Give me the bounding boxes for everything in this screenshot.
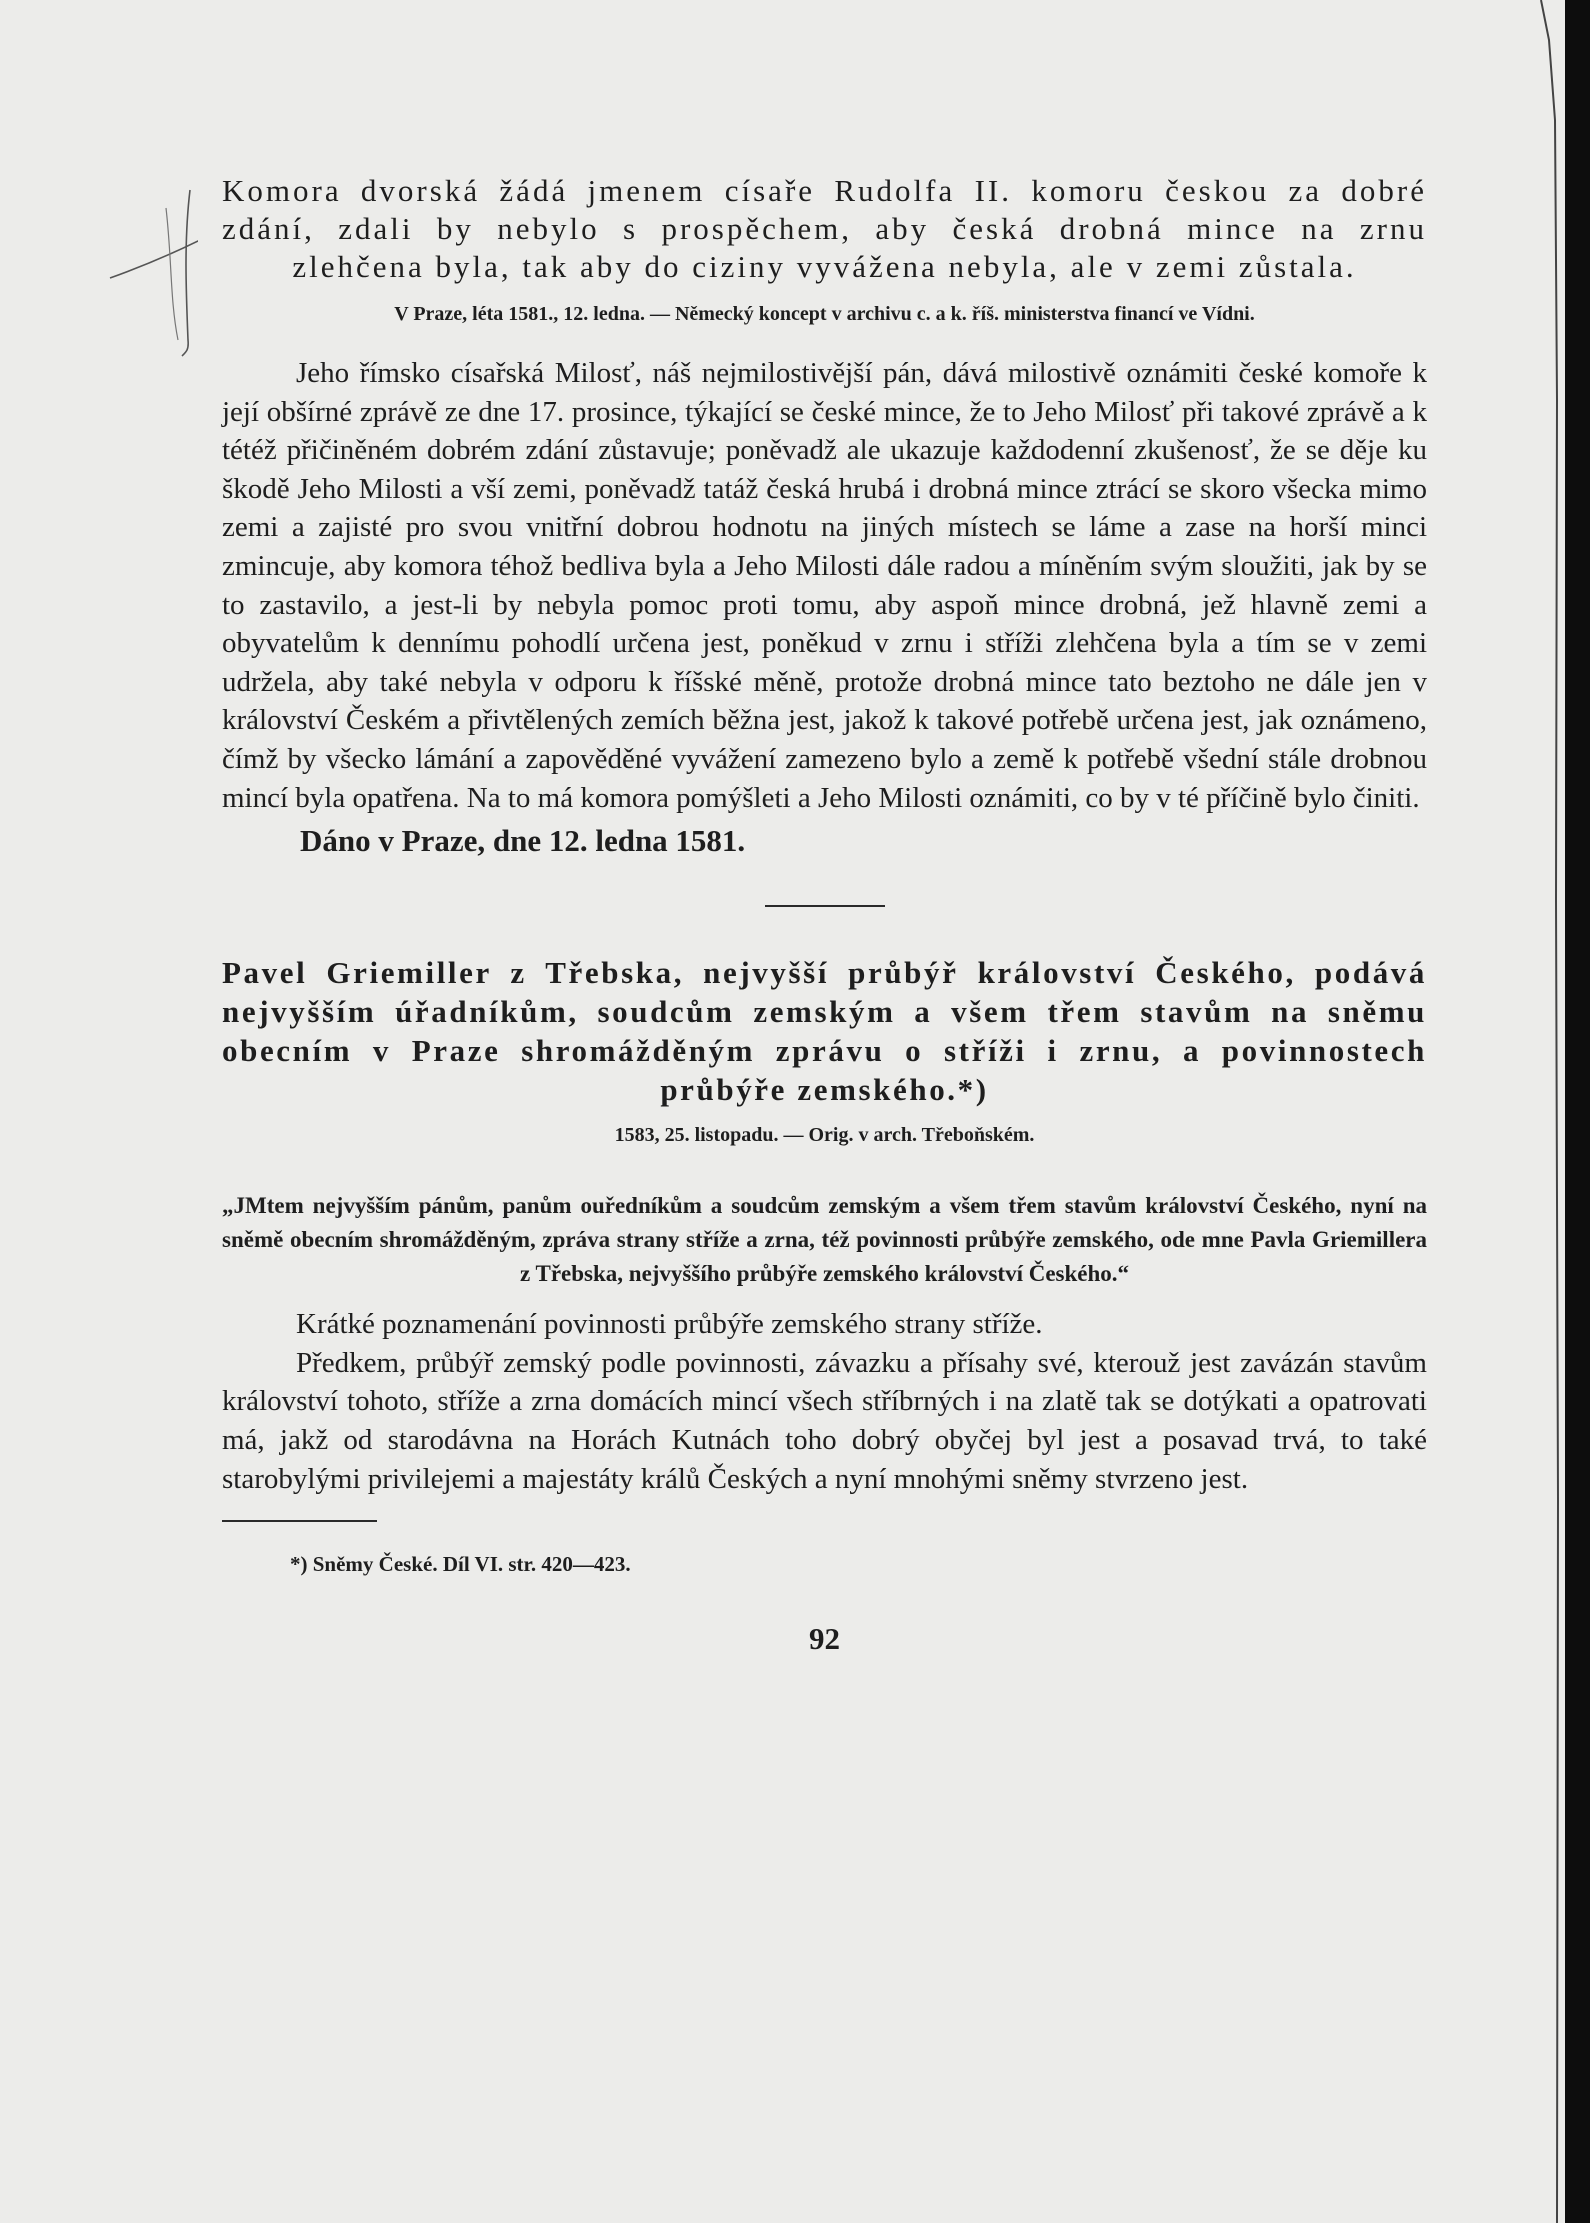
section2-paragraph-2: Předkem, průbýř zemský podle povinnosti, závazku a přísahy své, kterouž jest zavázán stavům království tohoto, stříže a zrna domácích mincí všech stříbrných i na zlatě tak se dotýkati a opatrovati má, jakž od starodávna na Horách Kutnách toho dobrý obyčej byl jest a posavad trvá, to také starobylými privilejemi a majestáty králů Českých a nyní mnohými sněmy stvrzeno jest.: [222, 1346, 1427, 1495]
page-content: [222, 172, 1427, 1657]
footnote-rule: [222, 1520, 377, 1522]
section-separator: [765, 905, 885, 907]
footnote: *) Sněmy České. Díl VI. str. 420—423.: [290, 1552, 631, 1577]
page-edge-shadow: [1535, 0, 1565, 2223]
section1-body: Jeho římsko císařská Milosť, náš nejmilostivější pán, dává milostivě oznámiti české komoře k její obšírné zprávě ze dne 17. prosince, týkající se české mince, že to Jeho Milosť při takové zprávě a k tétéž přičiněném dobrém zdání zůstavuje; poněvadž ale ukazuje každodenní zkušenosť, že se děje ku škodě Jeho Milosti a vší zemi, poněvadž tatáž česká hrubá i drobná mince ztrácí se skoro všecka mimo zemi a zajisté pro svou vnitřní dobrou hodnotu na jiných místech se láme a zase na horší minci zmincuje, aby komora téhož bedliva byla a Jeho Milosti dále radou a míněním svým sloužiti, jak by se to zastavilo, a jest-li by nebyla pomoc proti tomu, aby aspoň mince drobná, jež hlavně zemi a obyvatelům k dennímu pohodlí určena jest, poněkud v zrnu i stříži zlehčena byla a tím se v zemi udržela, aby také nebyla v odporu k říšské měně, protože drobná mince tato beztoho ne dále jen v království Českém a přivtělených zemích běžna jest, jakož k takové potřebě určena jest, jak oznámeno, čímž by všecko lámání a zapověděné vyvážení zamezeno bylo a země k potřebě všední stále drobnou mincí byla opatřena. Na to má komora pomýšleti a Jeho Milosti oznámiti, co by v té příčině bylo činiti.: [222, 357, 1427, 814]
section2-paragraph-1: Krátké poznamenání povinnosti průbýře zemského strany stříže.: [296, 1308, 1043, 1341]
section1-title: Komora dvorská žádá jmenem císaře Rudolfa II. komoru českou za dobré zdání, zdali by nebylo s prospěchem, aby česká drobná mince na zrnu zlehčena byla, tak aby do ciziny vyvážena nebyla, ale v zemi zůstala.: [222, 173, 1427, 284]
section1-dateline: V Praze, léta 1581., 12. ledna. — Německý koncept v archivu c. a k. říš. ministerstva financí ve Vídni.: [394, 303, 1255, 325]
section2-dateline: 1583, 25. listopadu. — Orig. v arch. Třeboňském.: [614, 1124, 1035, 1147]
section2-quote: „JMtem nejvyšším pánům, panům ouředníkům a soudcům zemským a všem třem stavům království Českého, nyní na sněmě obecním shromážděným, zpráva strany stříže a zrna, též povinnosti průbýře zemského, ode mne Pavla Griemillera z Třebska, nejvyššího průbýře zemského království Českého.“: [222, 1193, 1427, 1287]
section2-title: Pavel Griemiller z Třebska, nejvyšší průbýř království Českého, podává nejvyšším úřadníkům, soudcům zemským a všem třem stavům na sněmu obecním v Praze shromážděným zprávu o stříži i zrnu, a povinnostech průbýře zemského.*): [222, 955, 1427, 1108]
page-number: 92: [809, 1621, 840, 1657]
pencil-margin-mark: [108, 180, 198, 360]
section1-closing: Dáno v Praze, dne 12. ledna 1581.: [300, 823, 746, 859]
